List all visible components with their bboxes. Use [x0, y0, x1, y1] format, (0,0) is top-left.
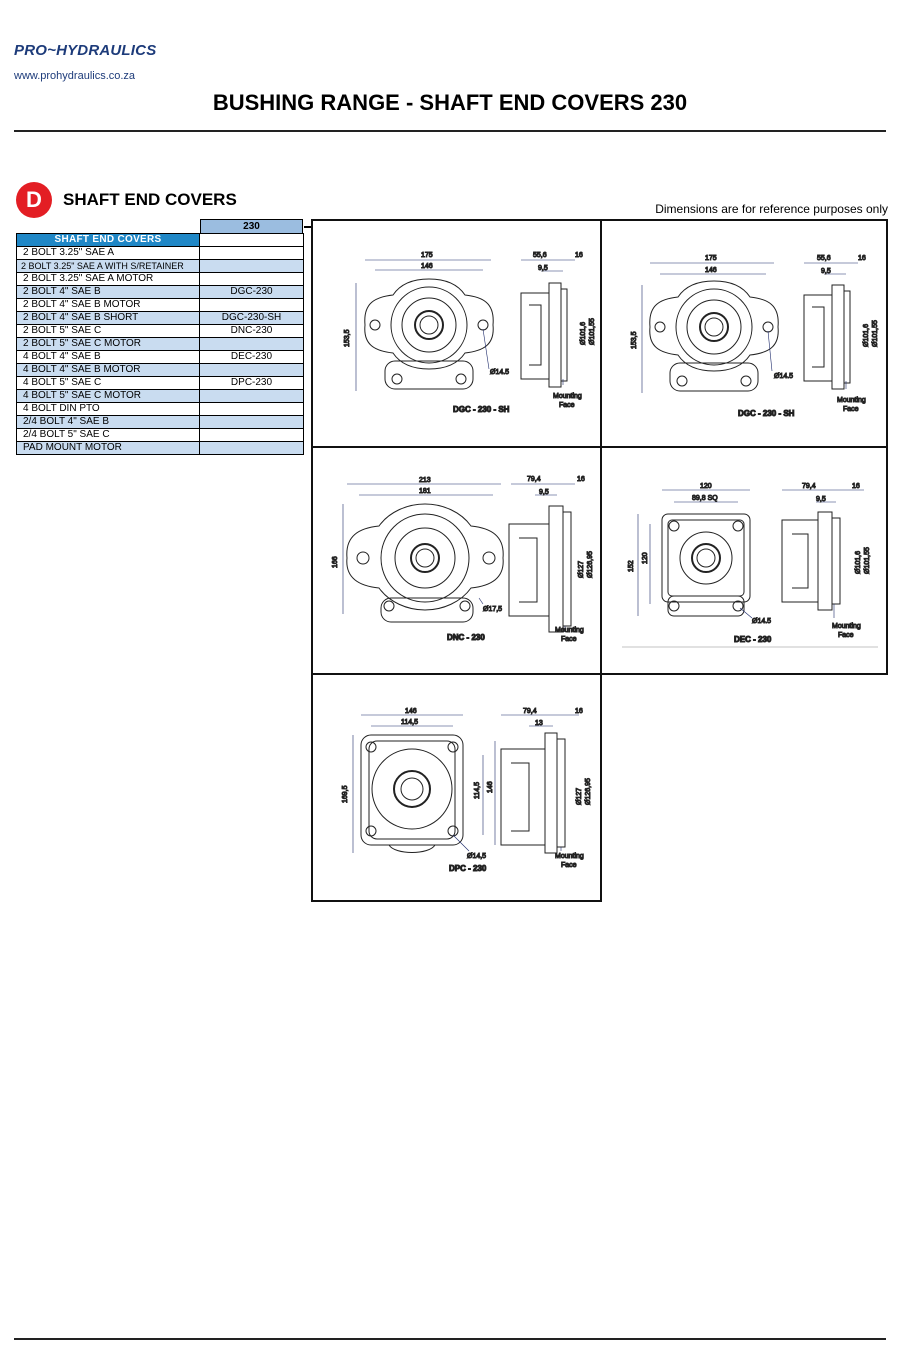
- dim-side-depth: 55,6: [817, 255, 831, 262]
- page-title: BUSHING RANGE - SHAFT END COVERS 230: [212, 90, 688, 115]
- table-row: [17, 247, 304, 260]
- dim-width-outer: 175: [421, 252, 433, 259]
- row-code: [200, 299, 304, 312]
- drawing-title: DPC - 230: [449, 864, 487, 873]
- row-label: PAD MOUNT MOTOR: [17, 442, 200, 455]
- mounting-face-line2: Face: [843, 406, 859, 413]
- dim-pilot-dia: Ø101,6: [855, 551, 862, 574]
- row-code: [200, 442, 304, 455]
- table-row: [17, 403, 304, 416]
- dim-height-bolt: 120: [642, 552, 649, 564]
- dim-width-outer: 213: [419, 477, 431, 484]
- table-row: [17, 312, 304, 325]
- dim-hole: Ø14,5: [467, 853, 487, 860]
- drawing-dpc-230: [311, 673, 602, 902]
- table-row: [17, 338, 304, 351]
- disclaimer-text: Dimensions are for reference purposes only: [655, 202, 888, 216]
- table-row: [17, 364, 304, 377]
- dim-height: 152: [628, 560, 635, 572]
- table-row: [17, 429, 304, 442]
- dim-height: 153,5: [344, 329, 351, 347]
- mounting-face-line2: Face: [561, 636, 577, 643]
- dim-side-step: 9,5: [816, 496, 826, 503]
- row-code: DNC-230: [200, 325, 304, 338]
- row-label: 2 BOLT 3.25" SAE A WITH S/RETAINER: [17, 260, 200, 273]
- row-code: [200, 338, 304, 351]
- logo-text: PRO~HYDRAULICS: [14, 42, 157, 59]
- footer-divider: [14, 1338, 886, 1340]
- table-row: [17, 351, 304, 364]
- row-label: 4 BOLT 5" SAE C MOTOR: [17, 390, 200, 403]
- row-label: 2 BOLT 3.25" SAE A: [17, 247, 200, 260]
- dim-width-bolt: 114,5: [401, 719, 418, 726]
- mounting-face-line1: Mounting: [837, 397, 866, 404]
- dim-side-step: 9,5: [539, 489, 549, 496]
- mounting-face-line1: Mounting: [555, 627, 584, 634]
- row-code: [200, 390, 304, 403]
- dim-pilot-dia-tol: Ø101,55: [872, 320, 879, 347]
- row-label: 2 BOLT 4" SAE B: [17, 286, 200, 299]
- dim-height-flange: 146: [487, 781, 494, 793]
- row-label: 4 BOLT 4" SAE B MOTOR: [17, 364, 200, 377]
- dim-height: 169,5: [342, 785, 349, 803]
- row-code: [200, 364, 304, 377]
- row-label: 2 BOLT 5" SAE C: [17, 325, 200, 338]
- table-row: [17, 442, 304, 455]
- drawing-title: DNC - 230: [447, 633, 485, 642]
- row-label: 2/4 BOLT 5" SAE C: [17, 429, 200, 442]
- dim-hole: Ø14.5: [752, 618, 772, 625]
- dim-side-step: 9,5: [538, 265, 548, 272]
- dim-side-flange: 16: [852, 483, 860, 490]
- row-label: 2 BOLT 3.25" SAE A MOTOR: [17, 273, 200, 286]
- row-code: DGC-230: [200, 286, 304, 299]
- section-title: SHAFT END COVERS: [63, 190, 237, 209]
- dim-side-depth: 79,4: [802, 483, 816, 490]
- dim-side-depth: 55,6: [533, 252, 547, 259]
- dim-side-step: 13: [535, 720, 543, 727]
- dim-width-outer: 146: [405, 708, 417, 715]
- row-code: DPC-230: [200, 377, 304, 390]
- dim-pilot-dia-tol: Ø101,55: [589, 318, 596, 345]
- dim-hole: Ø14.5: [774, 373, 794, 380]
- mounting-face-line1: Mounting: [555, 853, 584, 860]
- dim-pilot-dia-tol: Ø101,55: [864, 547, 871, 574]
- mounting-face-line1: Mounting: [832, 623, 861, 630]
- row-code: DEC-230: [200, 351, 304, 364]
- row-label: 4 BOLT 5" SAE C: [17, 377, 200, 390]
- row-label: 4 BOLT 4" SAE B: [17, 351, 200, 364]
- dim-hole: Ø14.5: [490, 369, 510, 376]
- dim-hole: Ø17,5: [483, 606, 503, 613]
- table-row: [17, 377, 304, 390]
- table-row: [17, 325, 304, 338]
- dim-side-flange: 16: [577, 476, 585, 483]
- row-code: [200, 416, 304, 429]
- shaft-end-covers-table: [16, 233, 304, 455]
- row-label: 2 BOLT 4" SAE B MOTOR: [17, 299, 200, 312]
- dim-width-bolt: 146: [705, 267, 717, 274]
- row-code: [200, 403, 304, 416]
- table-row: [17, 260, 304, 273]
- mounting-face-line2: Face: [559, 402, 575, 409]
- table-row: [17, 416, 304, 429]
- drawing-dec-230: [600, 446, 888, 675]
- drawing-title: DGC - 230 - SH: [738, 409, 795, 418]
- table-row: [17, 390, 304, 403]
- dim-pilot-dia-tol: Ø126,95: [585, 778, 592, 805]
- dim-side-step: 9,5: [821, 268, 831, 275]
- row-code: [200, 260, 304, 273]
- mounting-face-line1: Mounting: [553, 393, 582, 400]
- drawing-title: DGC - 230 - SH: [453, 405, 510, 414]
- dim-side-flange: 16: [575, 252, 583, 259]
- row-label: 2/4 BOLT 4" SAE B: [17, 416, 200, 429]
- size-column-header: 230: [200, 219, 303, 234]
- mounting-face-line2: Face: [561, 862, 577, 869]
- row-code: DGC-230-SH: [200, 312, 304, 325]
- drawing-dgc-230-sh: [311, 219, 602, 448]
- mounting-face-line2: Face: [838, 632, 854, 639]
- dim-width-bolt: 181: [419, 488, 431, 495]
- row-code: [200, 247, 304, 260]
- dim-side-flange: 16: [858, 255, 866, 262]
- website-link[interactable]: www.prohydraulics.co.za: [14, 70, 136, 82]
- dim-pilot-dia: Ø101,6: [863, 324, 870, 347]
- table-row: [17, 299, 304, 312]
- row-label: 2 BOLT 5" SAE C MOTOR: [17, 338, 200, 351]
- row-code: [200, 429, 304, 442]
- dim-pilot-dia: Ø101,6: [580, 322, 587, 345]
- dim-side-depth: 79,4: [527, 476, 541, 483]
- row-label: 2 BOLT 4" SAE B SHORT: [17, 312, 200, 325]
- dim-height-bolt: 114,5: [474, 782, 481, 799]
- dim-pilot-dia: Ø127: [576, 787, 583, 805]
- table-row: [17, 273, 304, 286]
- dim-width-bolt: 146: [421, 263, 433, 270]
- table-row-header: SHAFT END COVERS: [17, 234, 200, 247]
- header-divider: [14, 130, 886, 132]
- section-badge: D: [16, 182, 52, 218]
- dim-width-outer: 175: [705, 255, 717, 262]
- table-row: [17, 286, 304, 299]
- drawing-title: DEC - 230: [734, 635, 772, 644]
- dim-width-outer: 120: [700, 483, 712, 490]
- dim-height: 166: [332, 556, 339, 568]
- drawing-dgc-230-sh-b: [600, 219, 888, 448]
- dim-width-bolt: 89,8 SQ: [692, 495, 718, 502]
- dim-side-flange: 16: [575, 708, 583, 715]
- dim-pilot-dia: Ø127: [578, 560, 585, 578]
- dim-pilot-dia-tol: Ø126,95: [587, 551, 594, 578]
- company-logo: [14, 42, 157, 86]
- row-label: 4 BOLT DIN PTO: [17, 403, 200, 416]
- dim-height: 153,5: [631, 331, 638, 349]
- row-code: [200, 273, 304, 286]
- dim-side-depth: 79,4: [523, 708, 537, 715]
- drawing-dnc-230: [311, 446, 602, 675]
